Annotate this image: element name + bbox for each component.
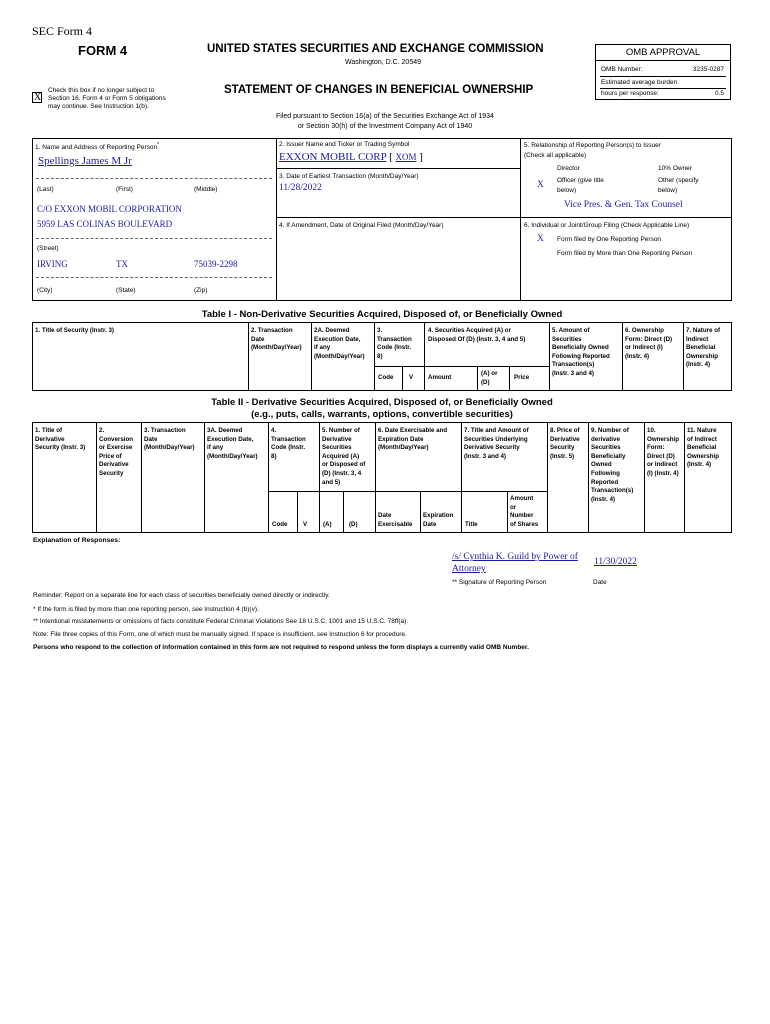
filed-pursuant: Filed pursuant to Section 16(a) of the Securities Exchange Act of 1934 or Section 30(h) of the Investment Company Act of 1940 [276, 113, 494, 130]
t2-col7-header: 7. Title and Amount of Securities Underlying Derivative Security (Instr. 3 and 4) [464, 427, 529, 460]
section16-checkbox[interactable] [32, 92, 42, 103]
t1-col3-header: 3. Transaction Code (Instr. 8) [377, 327, 412, 360]
reporting-person-name[interactable]: Spellings James M Jr [38, 155, 132, 167]
t2-col5-header: 5. Number of Derivative Securities Acquired (A) or Disposed of (D) (Instr. 3, 4 and 5) [322, 427, 366, 486]
omb-hours-label: hours per response: [601, 90, 659, 97]
t1-col6-header: 6. Ownership Form: Direct (D) or Indirect (I) (Instr. 4) [625, 327, 673, 360]
t1-price-header: Price [514, 374, 530, 381]
issuer-name[interactable]: EXXON MOBIL CORP [ XOM ] [279, 151, 423, 163]
agency-name: UNITED STATES SECURITIES AND EXCHANGE COMMISSION [207, 43, 544, 55]
t2-col6-header: 6. Date Exercisable and Expiration Date (Month/Day/Year) [378, 427, 448, 452]
t1-amount-header: Amount [428, 374, 452, 381]
omb-burden-label: Estimated average burden [601, 79, 678, 86]
t1-col7-header: 7. Nature of Indirect Beneficial Ownership (Instr. 4) [686, 327, 721, 369]
t2-title-header: Title [465, 521, 478, 528]
omb-number-label: OMB Number: [601, 66, 643, 73]
t1-col5-header: 5. Amount of Securities Beneficially Owned Following Reported Transaction(s) (Instr. 3 and 4) [552, 327, 610, 377]
t2-code-header: Code [272, 521, 288, 528]
box5-label: 5. Relationship of Reporting Person(s) to Issuer (Check all applicable) [524, 142, 661, 159]
statement-title: STATEMENT OF CHANGES IN BENEFICIAL OWNERSHIP [224, 84, 534, 96]
signature-date: 11/30/2022 [594, 557, 637, 567]
city-label: (City) [37, 287, 53, 294]
t2-col8-header: 8. Price of Derivative Security (Instr. 5) [550, 427, 580, 460]
state-label: (State) [116, 287, 136, 294]
zip-value: 75039-2298 [194, 259, 238, 269]
zip-label: (Zip) [194, 287, 208, 294]
signature-value[interactable]: /s/ Cynthia K. Guild by Power of Attorney [452, 552, 578, 574]
t1-col2a-header: 2A. Deemed Execution Date, if any (Month/Day/Year) [314, 327, 365, 360]
page-label: SEC Form 4 [32, 24, 93, 38]
t2-col2-header: 2. Conversion or Exercise Price of Derivative Security [99, 427, 134, 477]
t2-a-header: (A) [323, 521, 332, 528]
double-star-note: ** Intentional misstatements or omissions of facts constitute Federal Criminal Violations See 18 U.S.C. 1001 and 15 U.S.C. 78ff(a). [33, 618, 409, 625]
t2-amount-shares-header: Amount or Number of Shares [510, 495, 539, 528]
earliest-transaction-date: 11/28/2022 [279, 183, 322, 193]
box1-label: 1. Name and Address of Reporting Person* [35, 142, 160, 152]
t1-col2-header: 2. Transaction Date (Month/Day/Year) [251, 327, 302, 352]
one-person-label: Form filed by One Reporting Person [557, 236, 662, 243]
t2-col3-header: 3. Transaction Date (Month/Day/Year) [144, 427, 195, 452]
signature-label: ** Signature of Reporting Person [452, 579, 547, 586]
t2-v-header: V [303, 521, 308, 528]
omb-persons-note: Persons who respond to the collection of information contained in this form are not required to respond unless the form displays a currently valid OMB Number. [33, 644, 529, 651]
officer-check-mark[interactable]: X [537, 180, 544, 190]
director-label: Director [557, 165, 580, 172]
explanation-label: Explanation of Responses: [33, 537, 121, 544]
box4-label: 4. If Amendment, Date of Original Filed (Month/Day/Year) [279, 222, 444, 229]
omb-hours-value: 0.5 [714, 90, 724, 97]
street-label: (Street) [37, 245, 59, 252]
reminder-note: Reminder: Report on a separate line for each class of securities beneficially owned directly or indirectly. [33, 592, 330, 599]
section16-mark: X [34, 92, 42, 103]
officer-title: Vice Pres. & Gen. Tax Counsel [564, 200, 683, 210]
t2-col4-header: 4. Transaction Code (Instr. 8) [271, 427, 306, 460]
section16-text: Check this box if no longer subject to Section 16. Form 4 or Form 5 obligations may continue. See Instruction 1(b). [48, 87, 166, 110]
date-label: Date [593, 579, 607, 586]
first-label: (First) [116, 186, 133, 193]
t2-col3a-header: 3A. Deemed Execution Date, if any (Month/Day/Year) [207, 427, 258, 460]
table1-title: Table I - Non-Derivative Securities Acquired, Disposed of, or Beneficially Owned [201, 309, 563, 320]
t2-expiration-date-header: Expiration Date [423, 512, 454, 528]
agency-location: Washington, D.C. 20549 [345, 59, 422, 66]
star-note: * If the form is filed by more than one reporting person, see Instruction 4 (b)(v). [33, 606, 259, 613]
box6-label: 6. Individual or Joint/Group Filing (Check Applicable Line) [524, 222, 690, 229]
box2-label: 2. Issuer Name and Ticker or Trading Symbol [279, 141, 410, 148]
t2-col1-header: 1. Title of Derivative Security (Instr. 3) [35, 427, 86, 452]
last-label: (Last) [37, 186, 54, 193]
omb-number-value: 3235-0287 [692, 66, 724, 73]
t2-col10-header: 10. Ownership Form: Direct (D) or Indirect (I) (Instr. 4) [647, 427, 679, 477]
form-title: FORM 4 [78, 43, 128, 58]
middle-label: (Middle) [194, 186, 218, 193]
t1-col1-header: 1. Title of Security (Instr. 3) [35, 327, 114, 334]
omb-title: OMB APPROVAL [596, 45, 730, 61]
t1-v-header: V [409, 374, 414, 381]
omb-approval-box [595, 44, 731, 100]
city-value: IRVING [37, 259, 68, 269]
ten-percent-label: 10% Owner [658, 165, 692, 172]
officer-label: Officer (give title below) [557, 177, 604, 194]
t2-col9-header: 9. Number of derivative Securities Beneficially Owned Following Reported Transaction(s) (Instr. 4) [591, 427, 634, 503]
ticker-symbol: XOM [395, 152, 417, 162]
one-person-mark[interactable]: X [537, 234, 544, 244]
t2-date-exercisable-header: Date Exercisable [378, 512, 413, 528]
copies-note: Note: File three copies of this Form, one of which must be manually signed. If space is insufficient, see Instruction 6 for procedure. [33, 631, 407, 638]
other-label: Other (specify below) [658, 177, 699, 194]
more-persons-label: Form filed by More than One Reporting Person [557, 250, 693, 257]
t1-col4-header: 4. Securities Acquired (A) or Disposed Of (D) (Instr. 3, 4 and 5) [428, 327, 526, 343]
state-value: TX [116, 259, 128, 269]
street-address: C/O EXXON MOBIL CORPORATION 5959 LAS COLINAS BOULEVARD [37, 204, 182, 229]
box3-label: 3. Date of Earliest Transaction (Month/Day/Year) [279, 173, 419, 180]
t1-code-header: Code [378, 374, 394, 381]
t2-d-header: (D) [349, 521, 358, 528]
t1-aord-header: (A) or (D) [481, 370, 498, 386]
t2-col11-header: 11. Nature of Indirect Beneficial Ownership (Instr. 4) [687, 427, 719, 469]
table2-title: Table II - Derivative Securities Acquired, Disposed of, or Beneficially Owned (e.g., puts, calls, warrants, options, convertible securities) [211, 397, 553, 420]
